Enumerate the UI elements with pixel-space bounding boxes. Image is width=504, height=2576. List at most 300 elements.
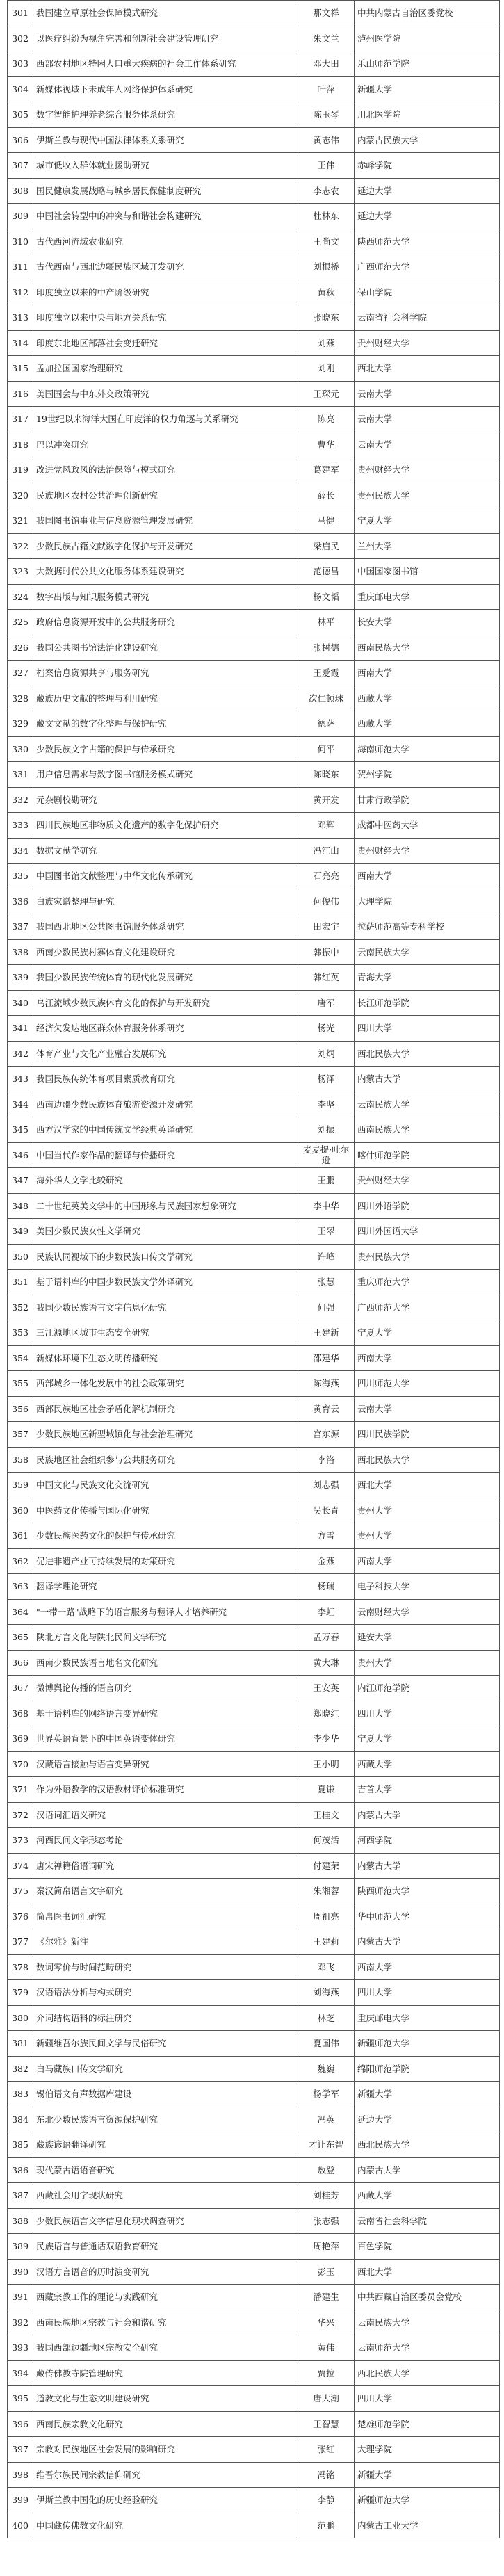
project-title: 经济欠发达地区群众体育服务体系研究 bbox=[33, 1016, 298, 1042]
table-row bbox=[8, 356, 500, 382]
researcher-name: 冯铭 bbox=[298, 2462, 355, 2488]
researcher-name: 金燕 bbox=[298, 1548, 355, 1574]
project-title: 汉语方言语音的历时演变研究 bbox=[33, 2259, 298, 2285]
table-row bbox=[8, 330, 500, 356]
researcher-name: 王建新 bbox=[298, 1320, 355, 1346]
institution: 云南财经大学 bbox=[355, 1599, 500, 1625]
row-number: 371 bbox=[8, 1777, 33, 1803]
table-row bbox=[8, 1067, 500, 1092]
row-number: 343 bbox=[8, 1067, 33, 1092]
row-number: 307 bbox=[8, 153, 33, 179]
project-title: 西南少数民族语言地名文化研究 bbox=[33, 1650, 298, 1676]
project-title: 印度独立以来中央与地方关系研究 bbox=[33, 305, 298, 331]
project-title: 中医药文化传播与国际化研究 bbox=[33, 1498, 298, 1523]
table-row bbox=[8, 1473, 500, 1498]
researcher-name: 杨光 bbox=[298, 1016, 355, 1042]
institution: 四川大学 bbox=[355, 1016, 500, 1042]
row-number: 383 bbox=[8, 2082, 33, 2107]
table-row bbox=[8, 2183, 500, 2209]
institution: 延边大学 bbox=[355, 2107, 500, 2132]
row-number: 335 bbox=[8, 864, 33, 889]
institution: 内蒙古大学 bbox=[355, 1802, 500, 1828]
institution: 甘肃行政学院 bbox=[355, 787, 500, 813]
researcher-name: 邓飞 bbox=[298, 1954, 355, 1980]
row-number: 351 bbox=[8, 1270, 33, 1295]
project-title: 新媒体视域下未成年人网络保护体系研究 bbox=[33, 76, 298, 102]
institution: 云南大学 bbox=[355, 1396, 500, 1422]
row-number: 386 bbox=[8, 2157, 33, 2183]
table-row bbox=[8, 76, 500, 102]
researcher-name: 唐军 bbox=[298, 990, 355, 1016]
institution: 楚雄师范学院 bbox=[355, 2411, 500, 2437]
researcher-name: 陈亮 bbox=[298, 407, 355, 432]
table-row bbox=[8, 939, 500, 965]
table-row bbox=[8, 838, 500, 864]
researcher-name: 德萨 bbox=[298, 711, 355, 737]
researcher-name: 许峰 bbox=[298, 1244, 355, 1270]
row-number: 327 bbox=[8, 661, 33, 686]
row-number: 355 bbox=[8, 1371, 33, 1397]
project-title: 二十世纪英美文学中的中国形象与民族国家想象研究 bbox=[33, 1193, 298, 1219]
project-title: 民族语言与普通话双语教育研究 bbox=[33, 2234, 298, 2260]
project-title: 藏传佛教寺院管理研究 bbox=[33, 2360, 298, 2386]
row-number: 337 bbox=[8, 914, 33, 940]
institution: 云南省社会科学院 bbox=[355, 2208, 500, 2234]
table-row bbox=[8, 2031, 500, 2057]
institution: 西北大学 bbox=[355, 2259, 500, 2285]
institution: 新疆师范大学 bbox=[355, 2031, 500, 2057]
table-row bbox=[8, 686, 500, 711]
project-title: 档案信息资源共享与服务研究 bbox=[33, 661, 298, 686]
row-number: 311 bbox=[8, 254, 33, 280]
institution: 宁夏大学 bbox=[355, 1726, 500, 1752]
row-number: 389 bbox=[8, 2234, 33, 2260]
row-number: 339 bbox=[8, 965, 33, 991]
table-row bbox=[8, 1676, 500, 1701]
researcher-name: 葛建军 bbox=[298, 457, 355, 483]
row-number: 394 bbox=[8, 2360, 33, 2386]
table-row bbox=[8, 914, 500, 940]
institution: 四川大学 bbox=[355, 1980, 500, 2006]
researcher-name: 张红 bbox=[298, 2437, 355, 2463]
institution: 绵阳师范学院 bbox=[355, 2056, 500, 2082]
researcher-name: 王小明 bbox=[298, 1751, 355, 1777]
project-title: "一带一路"战略下的语言服务与翻译人才培养研究 bbox=[33, 1599, 298, 1625]
project-title: 西部民族地区社会矛盾化解机制研究 bbox=[33, 1396, 298, 1422]
institution: 华中师范大学 bbox=[355, 1904, 500, 1929]
project-title: 藏族历史文献的整理与利用研究 bbox=[33, 686, 298, 711]
table-row bbox=[8, 635, 500, 661]
table-row bbox=[8, 381, 500, 407]
row-number: 318 bbox=[8, 432, 33, 457]
institution: 云南大学 bbox=[355, 407, 500, 432]
researcher-name: 刘振 bbox=[298, 1117, 355, 1143]
institution: 保山学院 bbox=[355, 280, 500, 305]
researcher-name: 杨文韬 bbox=[298, 584, 355, 610]
table-row bbox=[8, 661, 500, 686]
institution: 内蒙古大学 bbox=[355, 1067, 500, 1092]
table-row bbox=[8, 1599, 500, 1625]
table-row bbox=[8, 1422, 500, 1448]
institution: 四川外语学院 bbox=[355, 1193, 500, 1219]
institution: 内蒙古大学 bbox=[355, 1929, 500, 1955]
project-title: 中国藏传佛教文化研究 bbox=[33, 2513, 298, 2538]
table-row bbox=[8, 1041, 500, 1067]
institution: 海南师范大学 bbox=[355, 736, 500, 762]
table-row bbox=[8, 1193, 500, 1219]
row-number: 306 bbox=[8, 127, 33, 153]
row-number: 315 bbox=[8, 356, 33, 382]
researcher-name: 陈海燕 bbox=[298, 1371, 355, 1397]
row-number: 361 bbox=[8, 1523, 33, 1549]
row-number: 331 bbox=[8, 762, 33, 788]
researcher-name: 刘炳 bbox=[298, 1041, 355, 1067]
project-title: 西南少数民族村寨体育文化建设研究 bbox=[33, 939, 298, 965]
institution: 中共西藏自治区委员会党校 bbox=[355, 2285, 500, 2310]
row-number: 313 bbox=[8, 305, 33, 331]
row-number: 340 bbox=[8, 990, 33, 1016]
project-title: 锡伯语文有声数据库建设 bbox=[33, 2082, 298, 2107]
institution: 西北民族大学 bbox=[355, 2132, 500, 2158]
table-row bbox=[8, 2386, 500, 2412]
institution: 宁夏大学 bbox=[355, 508, 500, 534]
project-title: 唐宋禅籍俗语词研究 bbox=[33, 1853, 298, 1879]
table-row bbox=[8, 1270, 500, 1295]
institution: 河西学院 bbox=[355, 1828, 500, 1854]
researcher-name: 李中华 bbox=[298, 1193, 355, 1219]
project-title: 我国建立草原社会保障模式研究 bbox=[33, 1, 298, 26]
table-row bbox=[8, 1777, 500, 1803]
row-number: 369 bbox=[8, 1726, 33, 1752]
researcher-name: 敖登 bbox=[298, 2157, 355, 2183]
project-title: 河西民间文学形态考论 bbox=[33, 1828, 298, 1854]
institution: 西藏大学 bbox=[355, 2183, 500, 2209]
row-number: 370 bbox=[8, 1751, 33, 1777]
researcher-name: 王爱霞 bbox=[298, 661, 355, 686]
row-number: 368 bbox=[8, 1701, 33, 1726]
researcher-name: 潘建生 bbox=[298, 2285, 355, 2310]
project-title: 西部农村地区特困人口重大疾病的社会工作体系研究 bbox=[33, 51, 298, 77]
project-title: 维吾尔族民间宗教信仰研究 bbox=[33, 2462, 298, 2488]
row-number: 377 bbox=[8, 1929, 33, 1955]
project-title: 我国图书馆事业与信息资源管理发展研究 bbox=[33, 508, 298, 534]
project-title: 基于语料库的网络语言变异研究 bbox=[33, 1701, 298, 1726]
researcher-name: 曹华 bbox=[298, 432, 355, 457]
project-title: 西南民族宗教文化研究 bbox=[33, 2411, 298, 2437]
institution: 赤峰学院 bbox=[355, 153, 500, 179]
researcher-name: 李坚 bbox=[298, 1092, 355, 1117]
row-number: 392 bbox=[8, 2310, 33, 2335]
table-row bbox=[8, 736, 500, 762]
project-title: 古代西南与西北边疆民族区域开发研究 bbox=[33, 254, 298, 280]
institution: 云南省社会科学院 bbox=[355, 305, 500, 331]
row-number: 396 bbox=[8, 2411, 33, 2437]
project-title: 中国当代作家作品的翻译与传播研究 bbox=[33, 1142, 298, 1168]
project-title: 白族家谱整理与研究 bbox=[33, 889, 298, 914]
row-number: 305 bbox=[8, 102, 33, 128]
institution: 西藏大学 bbox=[355, 686, 500, 711]
table-row bbox=[8, 2056, 500, 2082]
row-number: 333 bbox=[8, 813, 33, 839]
row-number: 309 bbox=[8, 204, 33, 229]
institution: 乐山师范学院 bbox=[355, 51, 500, 77]
researcher-name: 才让东智 bbox=[298, 2132, 355, 2158]
institution: 宁夏大学 bbox=[355, 1320, 500, 1346]
institution: 延安大学 bbox=[355, 1625, 500, 1651]
researcher-name: 张志强 bbox=[298, 2208, 355, 2234]
table-row bbox=[8, 2005, 500, 2031]
institution: 重庆邮电大学 bbox=[355, 584, 500, 610]
table-row bbox=[8, 1828, 500, 1854]
project-title: 伊斯兰教与现代中国法律体系关系研究 bbox=[33, 127, 298, 153]
institution: 云南民族大学 bbox=[355, 939, 500, 965]
researcher-name: 王安英 bbox=[298, 1676, 355, 1701]
row-number: 350 bbox=[8, 1244, 33, 1270]
row-number: 348 bbox=[8, 1193, 33, 1219]
institution: 贺州学院 bbox=[355, 762, 500, 788]
project-title: 新媒体环境下生态文明传播研究 bbox=[33, 1345, 298, 1371]
row-number: 325 bbox=[8, 610, 33, 635]
institution: 西藏大学 bbox=[355, 711, 500, 737]
researcher-name: 周艳萍 bbox=[298, 2234, 355, 2260]
project-title: 海外华人文学比较研究 bbox=[33, 1168, 298, 1194]
institution: 西北民族大学 bbox=[355, 1447, 500, 1473]
row-number: 338 bbox=[8, 939, 33, 965]
table-row bbox=[8, 1853, 500, 1879]
researcher-name: 郑晓红 bbox=[298, 1701, 355, 1726]
project-title: 城市低收入群体就业援助研究 bbox=[33, 153, 298, 179]
researcher-name: 林平 bbox=[298, 610, 355, 635]
row-number: 323 bbox=[8, 559, 33, 585]
project-title: 作为外语教学的汉语教材评价标准研究 bbox=[33, 1777, 298, 1803]
project-title: 印度独立以来的中产阶级研究 bbox=[33, 280, 298, 305]
institution: 西南大学 bbox=[355, 1345, 500, 1371]
institution: 贵州财经大学 bbox=[355, 330, 500, 356]
table-row bbox=[8, 204, 500, 229]
project-title: 微博舆论传播的语言研究 bbox=[33, 1676, 298, 1701]
institution: 百色学院 bbox=[355, 2234, 500, 2260]
researcher-name: 刘桂芳 bbox=[298, 2183, 355, 2209]
project-title: 汉语词汇语义研究 bbox=[33, 1802, 298, 1828]
researcher-name: 次仁顿珠 bbox=[298, 686, 355, 711]
project-title: 乌江流域少数民族体育文化的保护与开发研究 bbox=[33, 990, 298, 1016]
row-number: 358 bbox=[8, 1447, 33, 1473]
row-number: 328 bbox=[8, 686, 33, 711]
row-number: 372 bbox=[8, 1802, 33, 1828]
table-row bbox=[8, 2259, 500, 2285]
project-title: 西南民族地区宗教与社会和谐研究 bbox=[33, 2310, 298, 2335]
project-table bbox=[7, 0, 500, 2538]
researcher-name: 薛长 bbox=[298, 483, 355, 508]
project-title: 19世纪以来海洋大国在印度洋的权力角逐与关系研究 bbox=[33, 407, 298, 432]
institution: 西南大学 bbox=[355, 661, 500, 686]
project-title: 我国民族传统体育项目素质教育研究 bbox=[33, 1067, 298, 1092]
researcher-name: 刘海燕 bbox=[298, 1980, 355, 2006]
institution: 成都中医药大学 bbox=[355, 813, 500, 839]
institution: 贵州大学 bbox=[355, 1650, 500, 1676]
researcher-name: 刘志强 bbox=[298, 1473, 355, 1498]
researcher-name: 华兴 bbox=[298, 2310, 355, 2335]
institution: 内蒙古工业大学 bbox=[355, 2513, 500, 2538]
project-title: 国民健康发展战略与城乡居民保健制度研究 bbox=[33, 178, 298, 204]
table-row bbox=[8, 407, 500, 432]
institution: 四川民族学院 bbox=[355, 1422, 500, 1448]
row-number: 381 bbox=[8, 2031, 33, 2057]
project-title: 数据文献学研究 bbox=[33, 838, 298, 864]
institution: 西南民族大学 bbox=[355, 635, 500, 661]
researcher-name: 方雪 bbox=[298, 1523, 355, 1549]
row-number: 314 bbox=[8, 330, 33, 356]
researcher-name: 刘刚 bbox=[298, 356, 355, 382]
table-row bbox=[8, 1726, 500, 1752]
table-row bbox=[8, 2360, 500, 2386]
institution: 西南大学 bbox=[355, 1548, 500, 1574]
project-title: 陕北方言文化与陕北民间文学研究 bbox=[33, 1625, 298, 1651]
table-row bbox=[8, 305, 500, 331]
table-row bbox=[8, 1802, 500, 1828]
project-title: 西藏宗教工作的理论与实践研究 bbox=[33, 2285, 298, 2310]
project-title: 伊斯兰教中国化的历史经验研究 bbox=[33, 2488, 298, 2513]
table-row bbox=[8, 178, 500, 204]
table-row bbox=[8, 432, 500, 457]
table-row bbox=[8, 1523, 500, 1549]
row-number: 378 bbox=[8, 1954, 33, 1980]
project-title: 东北少数民族语言资源保护研究 bbox=[33, 2107, 298, 2132]
table-row bbox=[8, 51, 500, 77]
institution: 泸州医学院 bbox=[355, 26, 500, 51]
table-row bbox=[8, 2107, 500, 2132]
institution: 长安大学 bbox=[355, 610, 500, 635]
row-number: 380 bbox=[8, 2005, 33, 2031]
project-title: 我国西部边疆地区宗教安全研究 bbox=[33, 2335, 298, 2361]
table-row bbox=[8, 965, 500, 991]
row-number: 374 bbox=[8, 1853, 33, 1879]
institution: 内蒙古大学 bbox=[355, 2157, 500, 2183]
institution: 云南民族大学 bbox=[355, 1092, 500, 1117]
researcher-name: 何平 bbox=[298, 736, 355, 762]
row-number: 301 bbox=[8, 1, 33, 26]
institution: 新疆大学 bbox=[355, 76, 500, 102]
project-title: 世界英语背景下的中国英语变体研究 bbox=[33, 1726, 298, 1752]
researcher-name: 王建莉 bbox=[298, 1929, 355, 1955]
table-row bbox=[8, 1016, 500, 1042]
institution: 云南大学 bbox=[355, 432, 500, 457]
researcher-name: 朱湘蓉 bbox=[298, 1879, 355, 1904]
researcher-name: 王桂文 bbox=[298, 1802, 355, 1828]
table-row bbox=[8, 2462, 500, 2488]
project-title: 白马藏族口传文学研究 bbox=[33, 2056, 298, 2082]
row-number: 342 bbox=[8, 1041, 33, 1067]
institution: 新疆大学 bbox=[355, 2462, 500, 2488]
project-title: 介词结构语料的标注研究 bbox=[33, 2005, 298, 2031]
row-number: 391 bbox=[8, 2285, 33, 2310]
row-number: 379 bbox=[8, 1980, 33, 2006]
researcher-name: 王尚文 bbox=[298, 229, 355, 254]
project-title: 少数民族地区新型城镇化与社会治理研究 bbox=[33, 1422, 298, 1448]
researcher-name: 田宏宇 bbox=[298, 914, 355, 940]
project-title: 元杂剧校勘研究 bbox=[33, 787, 298, 813]
row-number: 382 bbox=[8, 2056, 33, 2082]
table-row bbox=[8, 559, 500, 585]
table-row bbox=[8, 2157, 500, 2183]
researcher-name: 黄伟 bbox=[298, 2335, 355, 2361]
table-row bbox=[8, 990, 500, 1016]
table-row bbox=[8, 26, 500, 51]
researcher-name: 梁启民 bbox=[298, 533, 355, 559]
row-number: 336 bbox=[8, 889, 33, 914]
table-row bbox=[8, 254, 500, 280]
row-number: 317 bbox=[8, 407, 33, 432]
researcher-name: 李少华 bbox=[298, 1726, 355, 1752]
row-number: 344 bbox=[8, 1092, 33, 1117]
row-number: 322 bbox=[8, 533, 33, 559]
institution: 青海大学 bbox=[355, 965, 500, 991]
table-row bbox=[8, 711, 500, 737]
project-title: 四川民族地区非物质文化遗产的数字化保护研究 bbox=[33, 813, 298, 839]
project-title: 印度东北地区部落社会变迁研究 bbox=[33, 330, 298, 356]
researcher-name: 韩振中 bbox=[298, 939, 355, 965]
researcher-name: 宫东源 bbox=[298, 1422, 355, 1448]
table-row bbox=[8, 1929, 500, 1955]
project-title: 简帛医书词汇研究 bbox=[33, 1904, 298, 1929]
row-number: 310 bbox=[8, 229, 33, 254]
researcher-name: 麦麦提·吐尔逊 bbox=[298, 1142, 355, 1168]
researcher-name: 黄志伟 bbox=[298, 127, 355, 153]
project-title: 西方汉学家的中国传统文学经典英译研究 bbox=[33, 1117, 298, 1143]
project-title: 民族认同视域下的少数民族口传文学研究 bbox=[33, 1244, 298, 1270]
researcher-name: 邓辉 bbox=[298, 813, 355, 839]
project-title: 民族地区农村公共治理创新研究 bbox=[33, 483, 298, 508]
researcher-name: 叶萍 bbox=[298, 76, 355, 102]
row-number: 346 bbox=[8, 1142, 33, 1168]
project-title: 西藏社会用字现状研究 bbox=[33, 2183, 298, 2209]
table-row bbox=[8, 2132, 500, 2158]
researcher-name: 陈晓东 bbox=[298, 762, 355, 788]
researcher-name: 李虹 bbox=[298, 1599, 355, 1625]
researcher-name: 那文祥 bbox=[298, 1, 355, 26]
row-number: 398 bbox=[8, 2462, 33, 2488]
row-number: 385 bbox=[8, 2132, 33, 2158]
project-title: 大数据时代公共文化服务体系建设研究 bbox=[33, 559, 298, 585]
project-title: 基于语料库的中国少数民族文学外译研究 bbox=[33, 1270, 298, 1295]
researcher-name: 王鹏 bbox=[298, 1168, 355, 1194]
project-title: 现代蒙古语语音研究 bbox=[33, 2157, 298, 2183]
table-row bbox=[8, 1625, 500, 1651]
table-row bbox=[8, 2082, 500, 2107]
project-title: 西南边疆少数民族体育旅游资源开发研究 bbox=[33, 1092, 298, 1117]
row-number: 362 bbox=[8, 1548, 33, 1574]
project-title: 我国西北地区公共图书馆服务体系研究 bbox=[33, 914, 298, 940]
table-row bbox=[8, 1396, 500, 1422]
table-row bbox=[8, 1320, 500, 1346]
table-row bbox=[8, 127, 500, 153]
row-number: 356 bbox=[8, 1396, 33, 1422]
row-number: 363 bbox=[8, 1574, 33, 1600]
row-number: 376 bbox=[8, 1904, 33, 1929]
project-title: 美国国会与中东外交政策研究 bbox=[33, 381, 298, 407]
researcher-name: 冯英 bbox=[298, 2107, 355, 2132]
project-title: 翻译学理论研究 bbox=[33, 1574, 298, 1600]
row-number: 390 bbox=[8, 2259, 33, 2285]
row-number: 357 bbox=[8, 1422, 33, 1448]
institution: 云南师范大学 bbox=[355, 2335, 500, 2361]
table-row bbox=[8, 2437, 500, 2463]
row-number: 308 bbox=[8, 178, 33, 204]
row-number: 373 bbox=[8, 1828, 33, 1854]
table-row bbox=[8, 1879, 500, 1904]
researcher-name: 王琛元 bbox=[298, 381, 355, 407]
project-title: 宗教对民族地区社会发展的影响研究 bbox=[33, 2437, 298, 2463]
